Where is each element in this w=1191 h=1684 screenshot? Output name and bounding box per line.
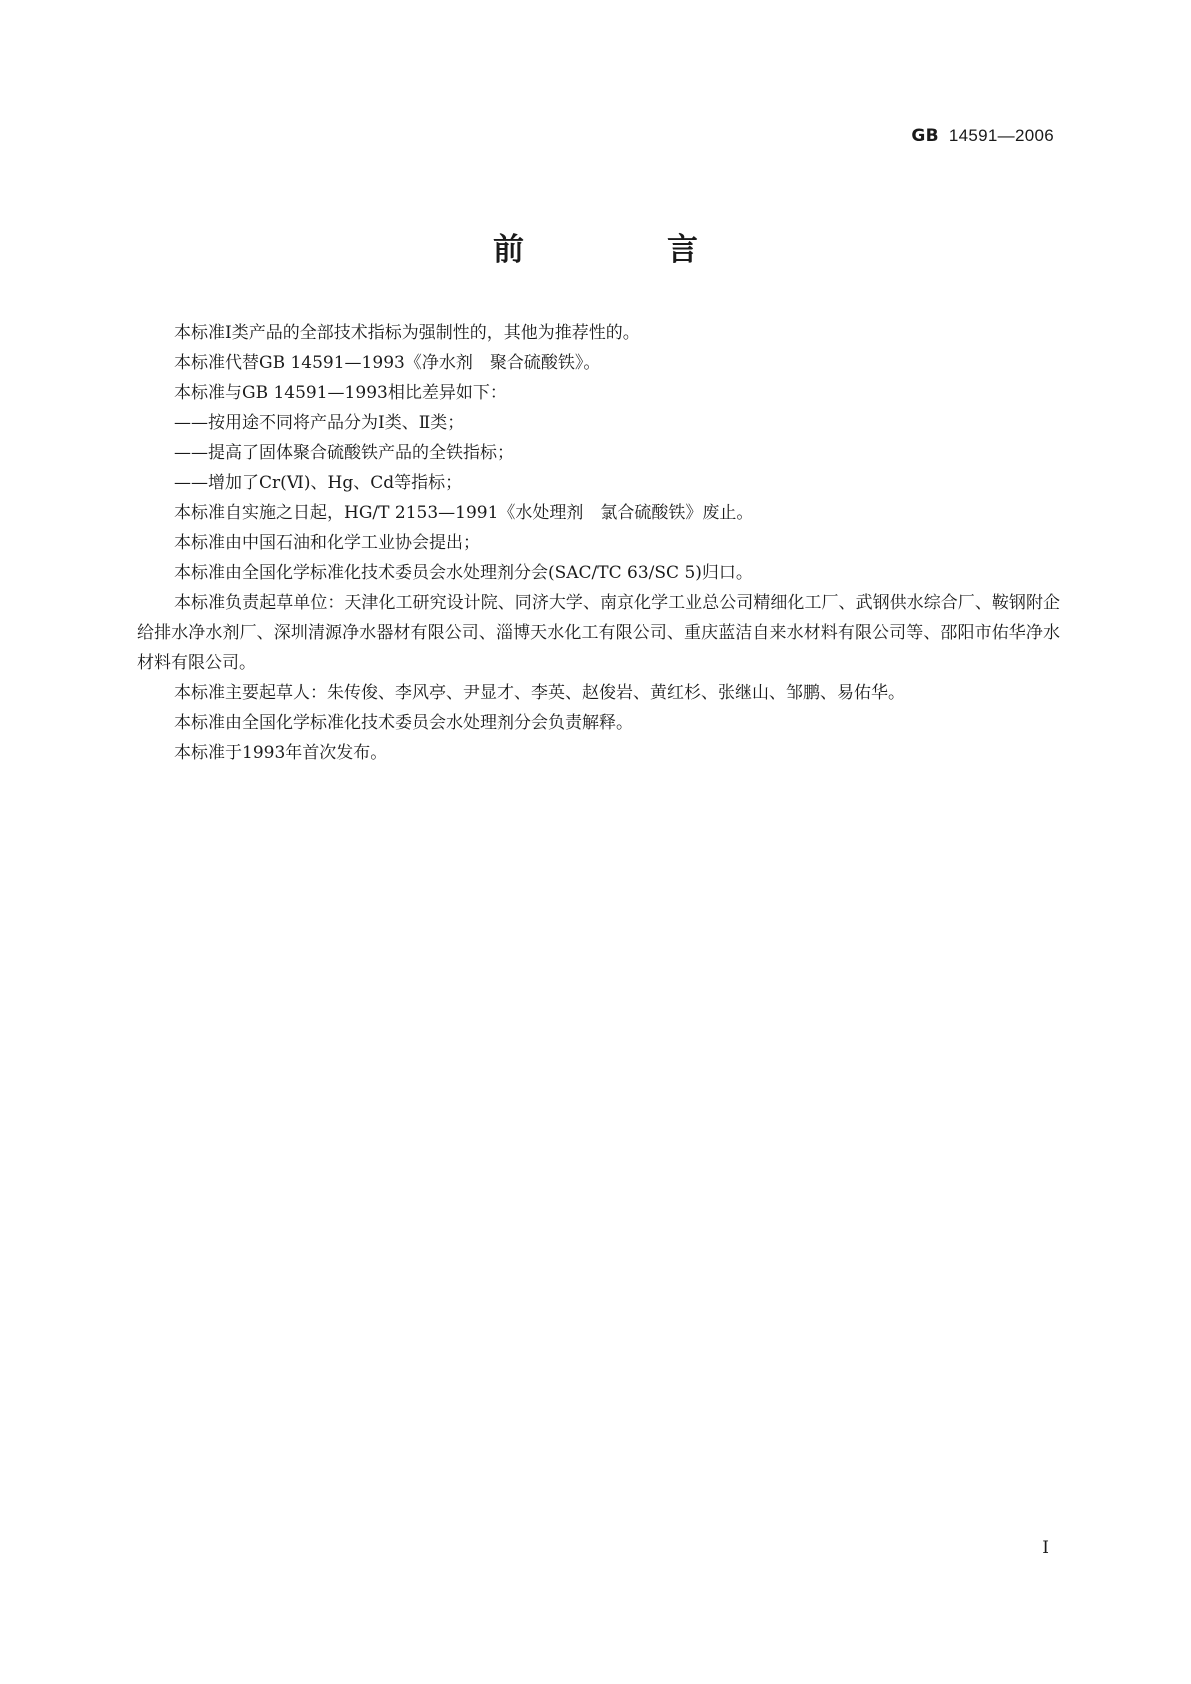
foreword-paragraph-drafters: 本标准主要起草人：朱传俊、李风亭、尹显才、李英、赵俊岩、黄红杉、张继山、邹鹏、易佑华。 [174, 683, 905, 703]
foreword-paragraph-4: 本标准自实施之日起，HG/T 2153—1991《水处理剂 氯合硫酸铁》废止。 [174, 503, 754, 523]
foreword-paragraph-2: 本标准代替GB 14591—1993《净水剂 聚合硫酸铁》。 [174, 353, 601, 373]
standard-code [911, 126, 1054, 146]
foreword-list-item-3: ——增加了Cr(Ⅵ)、Hg、Cd等指标； [174, 473, 463, 493]
standard-code-prefix: GB [911, 126, 939, 146]
foreword-paragraph-interpretation: 本标准由全国化学标准化技术委员会水处理剂分会负责解释。 [174, 713, 633, 733]
page-title: 前 言 [493, 232, 754, 268]
foreword-paragraph-first-release: 本标准于1993年首次发布。 [174, 743, 388, 763]
standard-code-number: 14591—2006 [948, 126, 1054, 145]
foreword-paragraph-3: 本标准与GB 14591—1993相比差异如下： [174, 383, 507, 403]
foreword-list-item-2: ——提高了固体聚合硫酸铁产品的全铁指标； [174, 443, 514, 463]
foreword-body [137, 318, 1060, 768]
foreword-list-item-1: ——按用途不同将产品分为Ⅰ类、Ⅱ类； [174, 413, 465, 433]
foreword-paragraph-drafting-units: 本标准负责起草单位：天津化工研究设计院、同济大学、南京化学工业总公司精细化工厂、武钢供水综合厂、鞍钢附企给排水净水剂厂、深圳清源净水器材有限公司、淄博天水化工有限公司、重庆蓝洁自来水材料有限公司等、邵阳市佑华净水材料有限公司。 [137, 593, 1060, 673]
foreword-paragraph-6: 本标准由全国化学标准化技术委员会水处理剂分会(SAC/TC 63/SC 5)归口。 [174, 563, 753, 583]
page-number: I [1042, 1538, 1049, 1558]
foreword-paragraph-5: 本标准由中国石油和化学工业协会提出； [174, 533, 480, 553]
foreword-paragraph-1: 本标准Ⅰ类产品的全部技术指标为强制性的，其他为推荐性的。 [174, 323, 640, 343]
